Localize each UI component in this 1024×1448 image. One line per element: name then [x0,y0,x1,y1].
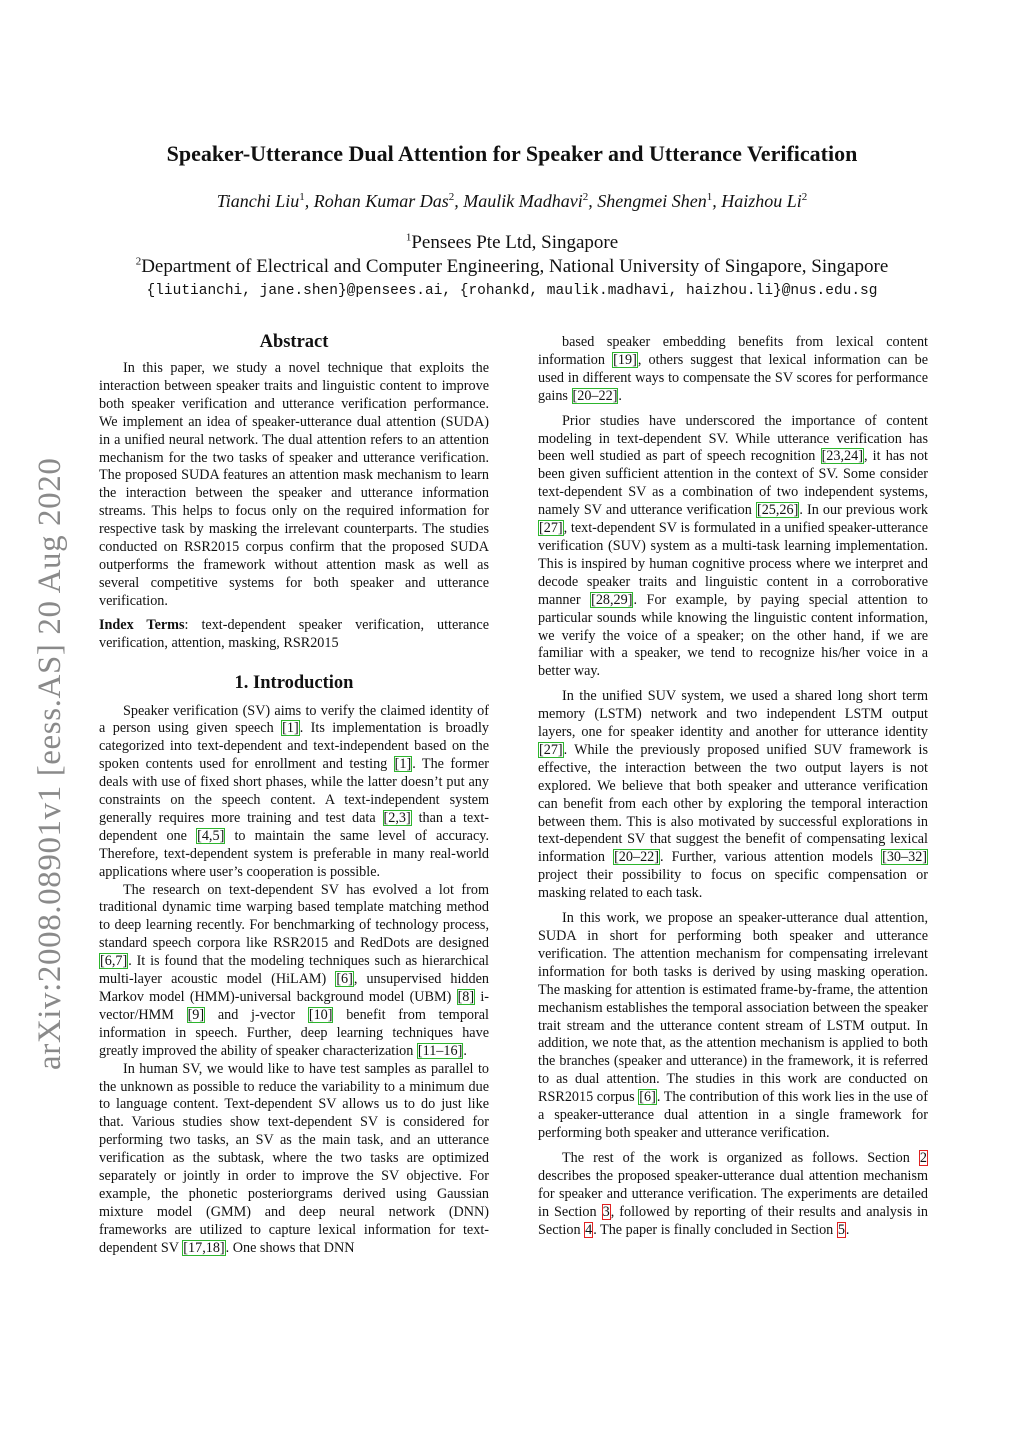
left-column [99,330,489,1258]
citation-link[interactable]: [28,29] [591,591,633,608]
citation-link[interactable]: [6] [336,971,353,988]
section-link[interactable]: 2 [919,1149,927,1166]
arxiv-identifier-stamp: arXiv:2008.08901v1 [eess.AS] 20 Aug 2020 [32,457,68,1070]
citation-link[interactable]: [27] [539,741,563,758]
right-paragraph-4: In this work, we propose an speaker-utterance dual attention, SUDA in short for performing both speaker and utterance verification. The attention mechanism for compensating irrelevant information for both tasks is derived by using masking operation. The masking for attention is estimated frame-by-frame, the attention mechanism establishes the temporal association between the speaker trait stream and the utterance content stream of LSTM output. In addition, we note that, as the attention mechanism is applied to both the branches (speaker and utterance) in the framework, it is referred to as dual attention. The studies in this work are conducted on RSR2015 corpus [6]. The contribution of this work lies in the use of a speaker-utterance dual attention in a single framework for performing both speaker and utterance verification. [538,910,928,1141]
author-affiliation-number: 2 [582,191,589,203]
citation-link[interactable]: [2,3] [383,809,411,826]
author-name: Maulik Madhavi [463,191,583,211]
right-paragraph-2: Prior studies have underscored the importance of content modeling in text-dependent SV. While utterance verification has been well studied as part of speech recognition [23,24], it has not been given sufficient attention in the context of SV. Some consider text-dependent SV as a combination of two independent systems, namely SV and utterance verification [25,26]. In our previous work [27], text-dependent SV is formulated in a unified speaker-utterance verification (SUV) system as a multi-task learning implementation. This is inspired by human cognitive process where we interpret and decode speaker traits and linguistic content in a corroborative manner [28,29]. For example, by paying special attention to particular sounds while knowing the linguistic content information, we verify the voice of a speaker; on the other hand, if we are familiar with a speaker, we tend to recognize his/her voice in a better way. [538,412,929,680]
author-affiliation-number: 2 [801,191,808,203]
affiliation-2 [60,255,964,279]
affiliation-1 [60,231,964,255]
author-name: Tianchi Liu [216,191,300,211]
right-paragraph-5: The rest of the work is organized as follows. Section 2 describes the proposed speaker-utterance dual attention mechanism for speaker and utterance verification. The experiments are detailed in Section 3, followed by reporting of their results and analysis in Section 4. The paper is finally concluded in Section 5. [538,1149,928,1238]
citation-link[interactable]: [8] [457,989,475,1005]
citation-link[interactable]: [20–22] [614,849,659,866]
abstract-heading: Abstract [259,332,329,352]
citation-link[interactable]: [9] [187,1006,205,1023]
introduction-heading: 1. Introduction [234,672,354,693]
introduction-body [99,703,489,1258]
citation-link[interactable]: [23,24] [821,448,863,465]
citation-link[interactable]: [10] [308,1006,333,1023]
section-link[interactable]: 4 [585,1221,593,1238]
affiliation-number: 1 [405,231,412,244]
author-list: Tianchi Liu$^1$, Rohan Kumar Das$^2$, Maulik Madhavi$^2$, Shengmei Shen$^1$, Haizhou Li$^2$ [216,191,808,211]
author-name: Haizhou Li [721,191,802,211]
author-affiliation-number: 1 [299,191,305,203]
abstract-text: In this paper, we study a novel technique that exploits the interaction between speaker traits and linguistic content to improve both speaker verification and utterance verification performance. We implement an idea of speaker-utterance dual attention (SUDA) in a unified neural network. The dual attention refers to an attention mechanism for the two tasks of speaker and utterance verification. The proposed SUDA features an attention mask mechanism to learn the interaction between the speaker and utterance information streams. This helps to focus only on the required information for respective task by masking the irrelevant counterparts. The studies conducted on RSR2015 corpus confirm that the proposed SUDA outperforms the framework without attention mask as well as several competitive systems for both speaker and utterance verification. [99,360,489,609]
citation-link[interactable]: [17,18] [183,1239,225,1256]
right-paragraph-3: In the unified SUV system, we used a shared long short term memory (LSTM) network and two independent LSTM output layers, one for speaker identity and another for utterance identity [27]. While the previously proposed unified SUV framework is effective, the interaction between the two output layers is not explored. We believe that both speaker and utterance verification can benefit from each other by exploring the temporal interaction between them. This is also motivated by successful explorations in text-dependent SV that suggest the benefit of compensating lexical information [20–22]. Further, various attention models [30–32] project their possibility to focus on specific compensation or masking related to each task. [538,688,928,902]
citation-link[interactable]: [27] [539,520,563,537]
section-link[interactable]: 3 [602,1203,610,1220]
citation-link[interactable]: [1] [282,720,299,737]
affiliation-number: 2 [135,255,142,268]
right-paragraph-1: based speaker embedding benefits from lexical content information [19], others suggest that lexical information can be used in different ways to compensate the SV scores for performance gains [20–22]. [538,334,928,404]
intro-paragraph-3: In human SV, we would like to have test samples as parallel to the unknown as possible to reduce the variability to a minimum due to language content. Text-dependent SV allows us to do just like that. Various studies show text-dependent SV is considered for performing two tasks, an SV as the main task, and an utterance verification as the subtask, where the two tasks are optimized separately or jointly in order to improve the SV objective. For example, the phonetic posteriorgrams derived using Gaussian mixture model (GMM) and deep neural network (DNN) frameworks are utilized to capture lexical information for text-dependent SV [17,18]. One shows that DNN [99,1060,489,1256]
citation-link[interactable]: [1] [394,756,412,773]
author-affiliation-number: 1 [706,191,713,203]
citation-link[interactable]: [19] [613,351,637,368]
index-terms [99,617,489,653]
author-name: Shengmei Shen [597,191,707,211]
author-emails: {liutianchi, jane.shen}@pensees.ai, {rohankd, maulik.madhavi, haizhou.li}@nus.edu.sg [146,283,878,299]
affiliation-text: Pensees Pte Ltd, Singapore [411,232,619,253]
author-name: Rohan Kumar Das [313,191,449,211]
citation-link[interactable]: [11–16] [417,1042,463,1059]
citation-link[interactable]: [25,26] [756,502,799,519]
citation-link[interactable]: [6] [639,1089,656,1106]
right-column-body [538,334,928,1239]
affiliation-text: Department of Electrical and Computer Engineering, National University of Singapore, Singapore [141,256,889,277]
intro-paragraph-1: Speaker verification (SV) aims to verify the claimed identity of a person using given speech [1]. Its implementation is broadly categorized into text-dependent and text-independent based on the spoken contents used for enrollment and testing [1]. The former deals with use of fixed short phases, while the latter doesn’t put any constraints on the speech content. A text-independent system generally requires more training and test data [2,3] than a text-dependent one [4,5] to maintain the same level of accuracy. Therefore, text-dependent system is preferable in many real-world applications where user’s cooperation is possible. [99,702,489,880]
right-column [538,334,928,1239]
index-terms-list: : text-dependent speaker verification, utterance verification, attention, masking, RSR2015 [99,616,489,651]
intro-paragraph-2: The research on text-dependent SV has evolved a lot from traditional dynamic time warping based template matching method to deep learning recently. For benchmarking of technology process, standard speech corpora like RSR2015 and RedDots are designed [6,7]. It is found that the modeling techniques such as hierarchical multi-layer acoustic model (HiLAM) [6], unsupervised hidden Markov model (HMM)-universal background model (UBM) [8] i-vector/HMM [9] and j-vector [10] benefit from temporal information in speech. Further, deep learning techniques have greatly improved the ability of speaker characterization [11–16]. [99,881,489,1059]
citation-link[interactable]: [4,5] [197,827,225,844]
index-terms-label: Index Terms [99,616,185,633]
citation-link[interactable]: [6,7] [100,953,128,970]
section-link[interactable]: 5 [837,1221,845,1238]
citation-link[interactable]: [30–32] [882,849,928,866]
paper-title: Speaker-Utterance Dual Attention for Speaker and Utterance Verification [166,141,858,166]
author-affiliation-number: 2 [448,191,455,203]
citation-link[interactable]: [20–22] [572,387,618,404]
